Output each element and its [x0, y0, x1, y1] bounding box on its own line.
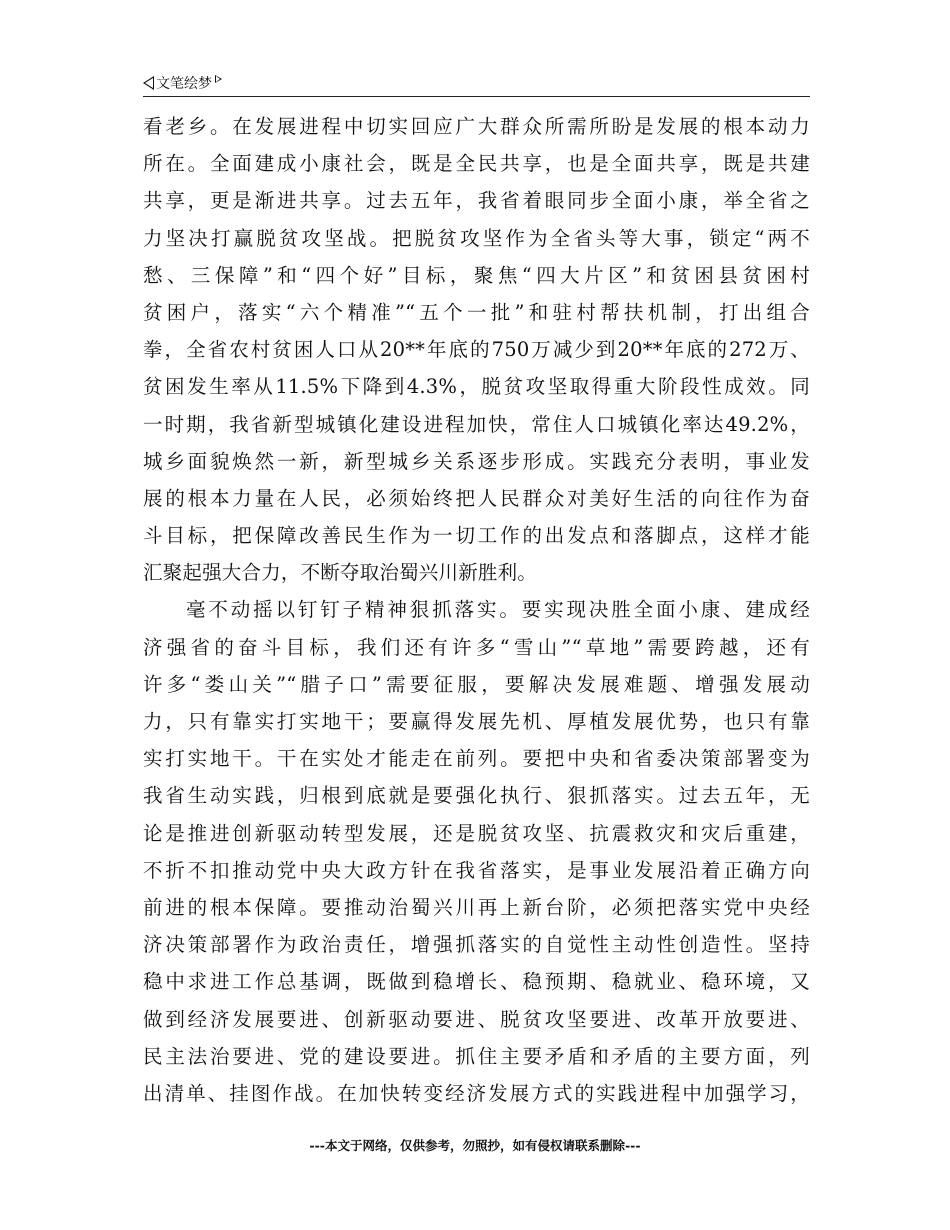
body-line: 出清单、挂图作战。在加快转变经济发展方式的实践进程中加强学习，: [143, 1081, 810, 1105]
body-line: 一时期，我省新型城镇化建设进程加快，常住人口城镇化率达49.2%，: [143, 412, 810, 436]
body-line: 济决策部署作为政治责任，增强抓落实的自觉性主动性创造性。坚持: [143, 933, 810, 957]
body-line: 不折不扣推动党中央大政方针在我省落实，是事业发展沿着正确方向: [143, 858, 810, 882]
body-line: 做到经济发展要进、创新驱动要进、脱贫攻坚要进、改革开放要进、: [143, 1007, 810, 1031]
body-line: 拳，全省农村贫困人口从20**年底的750万减少到20**年底的272万、: [143, 338, 810, 362]
document-body: [143, 108, 810, 1112]
body-line: 展的根本力量在人民，必须始终把人民群众对美好生活的向往作为奋: [143, 486, 810, 510]
body-line: 论是推进创新驱动转型发展，还是脱贫攻坚、抗震救灾和灾后重建，: [143, 821, 810, 845]
body-line: 共享，更是渐进共享。过去五年，我省着眼同步全面小康，举全省之: [143, 189, 810, 213]
body-line: 所在。全面建成小康社会，既是全民共享，也是全面共享，既是共建: [143, 152, 810, 176]
body-line: 斗目标，把保障改善民生作为一切工作的出发点和落脚点，这样才能: [143, 524, 810, 548]
body-line: 力坚决打赢脱贫攻坚战。把脱贫攻坚作为全省头等大事，锁定“两不: [143, 226, 810, 250]
page-header: [143, 70, 810, 97]
body-line: 许多“娄山关”“腊子口”需要征服，要解决发展难题、增强发展动: [143, 672, 810, 696]
body-line: 愁、三保障”和“四个好”目标，聚焦“四大片区”和贫困县贫困村: [143, 263, 810, 287]
body-line: 看老乡。在发展进程中切实回应广大群众所需所盼是发展的根本动力: [143, 115, 810, 138]
body-line: 济强省的奋斗目标，我们还有许多“雪山”“草地”需要跨越，还有: [143, 635, 810, 659]
body-line: 汇聚起强大合力，不断夺取治蜀兴川新胜利。: [143, 561, 538, 585]
body-line: 城乡面貌焕然一新，新型城乡关系逐步形成。实践充分表明，事业发: [143, 449, 810, 473]
header-brand-text: 文笔绘梦: [156, 76, 212, 92]
paragraph-heading-line: 毫不动摇以钉钉子精神狠抓落实。要实现决胜全面小康、建成经: [186, 598, 810, 622]
header-brand: [143, 73, 222, 93]
body-line: 力，只有靠实打实地干；要赢得发展先机、厚植发展优势，也只有靠: [143, 710, 810, 733]
right-triangle-icon: [215, 75, 222, 83]
body-line: 实打实地干。干在实处才能走在前列。要把中央和省委决策部署变为: [143, 747, 810, 771]
body-line: 我省生动实践，归根到底就是要强化执行、狠抓落实。过去五年，无: [143, 784, 810, 808]
left-triangle-icon: [143, 76, 154, 90]
page-footer: ---本文于网络，仅供参考，勿照抄，如有侵权请联系删除---: [309, 1138, 641, 1153]
body-line: 稳中求进工作总基调，既做到稳增长、稳预期、稳就业、稳环境，又: [143, 970, 810, 994]
body-line: 前进的根本保障。要推动治蜀兴川再上新台阶，必须把落实党中央经: [143, 895, 810, 919]
body-line: 贫困户，落实“六个精准”“五个一批”和驻村帮扶机制，打出组合: [143, 300, 810, 324]
body-line: 贫困发生率从11.5%下降到4.3%，脱贫攻坚取得重大阶段性成效。同: [143, 375, 810, 399]
body-line: 民主法治要进、党的建设要进。抓住主要矛盾和矛盾的主要方面，列: [143, 1044, 810, 1068]
